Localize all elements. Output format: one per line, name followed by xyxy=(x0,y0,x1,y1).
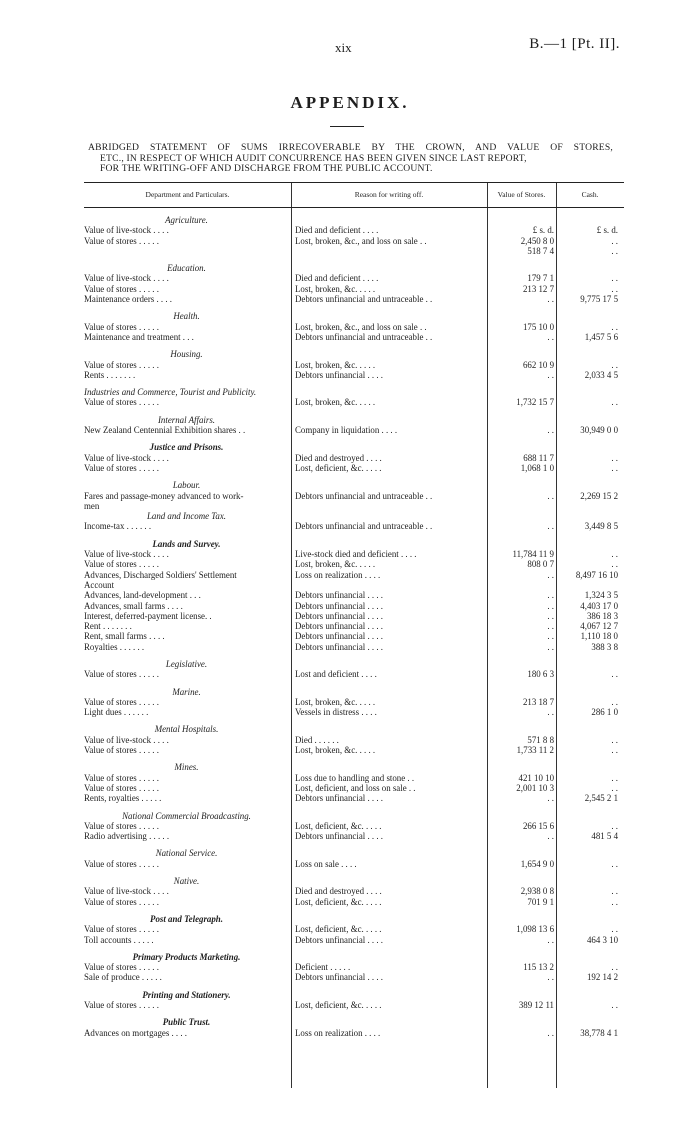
table-row xyxy=(84,570,624,580)
header-rule xyxy=(84,207,624,208)
cash-cell: . . xyxy=(611,669,618,680)
document-reference: B.—1 [Pt. II]. xyxy=(529,36,620,52)
table-row xyxy=(84,859,624,869)
reason-cell: Debtors unfinancial and untraceable . . xyxy=(295,294,433,305)
table-row xyxy=(84,453,624,463)
table-row xyxy=(84,935,624,945)
cash-cell: 9,775 17 5 xyxy=(580,294,618,305)
row-spacer xyxy=(84,473,624,480)
department-heading xyxy=(84,659,624,669)
table-row xyxy=(84,294,624,304)
statement-heading-line: ETC., IN RESPECT OF WHICH AUDIT CONCURRENCE HAS BEEN GIVEN SINCE LAST REPORT, xyxy=(100,152,527,164)
cash-cell: 286 1 0 xyxy=(591,707,618,718)
department-heading xyxy=(84,480,624,490)
particulars-cell: Fares and passage-money advanced to work- xyxy=(84,490,244,501)
table-row xyxy=(84,611,624,621)
table-row xyxy=(84,370,624,380)
reason-cell: Lost, broken, &c. . . . . xyxy=(295,397,376,408)
particulars-cell: Industries and Commerce, Tourist and Publicity. xyxy=(84,387,257,398)
particulars-cell: Value of live-stock . . . . xyxy=(84,452,169,463)
department-heading xyxy=(84,215,624,225)
table-row xyxy=(84,360,624,370)
value-of-stores-cell: 1,068 1 0 xyxy=(520,462,554,473)
particulars-cell: Account xyxy=(84,579,115,590)
reason-cell: Debtors unfinancial . . . . xyxy=(295,369,383,380)
value-of-stores-cell: . . xyxy=(547,1027,554,1038)
particulars-cell: Value of stores . . . . . xyxy=(84,745,159,756)
statement-heading xyxy=(88,143,613,175)
value-of-stores-cell: 2,938 0 8 xyxy=(520,886,554,897)
table-row xyxy=(84,236,624,246)
reason-cell: Lost, broken, &c., and loss on sale . . xyxy=(295,235,427,246)
cash-cell: . . xyxy=(611,696,618,707)
row-spacer xyxy=(84,408,624,415)
cash-cell: 38,778 4 1 xyxy=(580,1027,618,1038)
particulars-cell: Toll accounts . . . . . xyxy=(84,934,154,945)
table-row xyxy=(84,463,624,473)
department-name: Primary Products Marketing. xyxy=(132,951,241,962)
department-heading xyxy=(84,415,624,425)
particulars-cell: Value of stores . . . . . xyxy=(84,820,159,831)
particulars-cell: Value of stores . . . . . xyxy=(84,235,159,246)
value-of-stores-cell: . . xyxy=(547,521,554,532)
department-name: Legislative. xyxy=(165,658,208,669)
row-spacer xyxy=(84,983,624,990)
value-of-stores-cell: £ s. d. xyxy=(532,225,554,236)
value-of-stores-cell: 701 9 1 xyxy=(527,896,554,907)
particulars-cell: Value of stores . . . . . xyxy=(84,896,159,907)
row-spacer xyxy=(84,532,624,539)
cash-cell: . . xyxy=(611,397,618,408)
table-row xyxy=(84,669,624,679)
department-name: Post and Telegraph. xyxy=(150,913,223,924)
department-name: Justice and Prisons. xyxy=(149,442,224,453)
cash-cell: . . xyxy=(611,772,618,783)
table-row xyxy=(84,559,624,569)
cash-cell: 2,545 2 1 xyxy=(584,793,618,804)
table-row xyxy=(84,273,624,283)
particulars-cell: New Zealand Centennial Exhibition shares . . xyxy=(84,425,246,436)
cash-cell: . . xyxy=(611,820,618,831)
row-spacer xyxy=(84,841,624,848)
particulars-cell: Value of stores . . . . . xyxy=(84,696,159,707)
table-row xyxy=(84,332,624,342)
cash-cell: 464 3 10 xyxy=(586,934,618,945)
table-row xyxy=(84,972,624,982)
particulars-cell: Value of stores . . . . . xyxy=(84,359,159,370)
particulars-cell: Value of live-stock . . . . xyxy=(84,225,169,236)
particulars-cell: Sale of produce . . . . . xyxy=(84,972,162,983)
department-name: Marine. xyxy=(172,686,201,697)
column-header-department: Department and Particulars. xyxy=(145,190,230,199)
reason-cell: Debtors unfinancial and untraceable . . xyxy=(295,331,433,342)
particulars-cell: Radio advertising . . . . . xyxy=(84,831,170,842)
department-heading xyxy=(84,876,624,886)
cash-cell: 2,269 15 2 xyxy=(580,490,618,501)
value-of-stores-cell: 115 13 2 xyxy=(523,962,554,973)
table-row xyxy=(84,1028,624,1038)
row-spacer xyxy=(84,256,624,263)
department-heading xyxy=(84,687,624,697)
table-row xyxy=(84,225,624,235)
particulars-cell: Value of live-stock . . . . xyxy=(84,734,169,745)
table-row xyxy=(84,707,624,717)
value-of-stores-cell: 11,784 11 9 xyxy=(512,549,554,560)
particulars-cell: Value of stores . . . . . xyxy=(84,397,159,408)
cash-cell: . . xyxy=(611,245,618,256)
cash-cell: 2,033 4 5 xyxy=(584,369,618,380)
value-of-stores-cell: 180 6 3 xyxy=(527,669,554,680)
particulars-cell: Income-tax . . . . . . xyxy=(84,521,152,532)
column-header-cash: Cash. xyxy=(581,190,599,199)
reason-cell: Loss due to handling and stone . . xyxy=(295,772,415,783)
particulars-cell: Maintenance orders . . . . xyxy=(84,294,172,305)
reason-cell: Lost, deficient, &c. . . . . xyxy=(295,820,382,831)
reason-cell: Company in liquidation . . . . xyxy=(295,425,398,436)
value-of-stores-cell: . . xyxy=(547,490,554,501)
value-of-stores-cell: 179 7 1 xyxy=(527,273,554,284)
reason-cell: Debtors unfinancial . . . . xyxy=(295,793,383,804)
value-of-stores-cell: 2,001 10 3 xyxy=(516,782,554,793)
value-of-stores-cell: 175 10 0 xyxy=(522,321,554,332)
department-name: Lands and Survey. xyxy=(152,538,221,549)
reason-cell: Loss on realization . . . . xyxy=(295,569,381,580)
row-spacer xyxy=(84,304,624,311)
table-row xyxy=(84,425,624,435)
department-name: Native. xyxy=(173,876,200,887)
reason-cell: Lost, deficient, &c. . . . . xyxy=(295,462,382,473)
value-of-stores-cell: 688 11 7 xyxy=(523,452,554,463)
reason-cell: Died and destroyed . . . . xyxy=(295,886,382,897)
value-of-stores-cell: . . xyxy=(547,369,554,380)
row-spacer xyxy=(84,342,624,349)
value-of-stores-cell: 571 8 8 xyxy=(527,734,554,745)
table-row xyxy=(84,783,624,793)
reason-cell: Died and destroyed . . . . xyxy=(295,452,382,463)
column-header-reason: Reason for writing off. xyxy=(354,190,424,199)
reason-cell: Lost, broken, &c. . . . . xyxy=(295,359,376,370)
reason-cell: Live-stock died and deficient . . . . xyxy=(295,549,417,560)
cash-cell: . . xyxy=(611,321,618,332)
particulars-cell: Value of live-stock . . . . xyxy=(84,886,169,897)
department-heading xyxy=(84,724,624,734)
page-number: xix xyxy=(335,40,352,55)
row-spacer xyxy=(84,717,624,724)
reason-cell: Debtors unfinancial and untraceable . . xyxy=(295,490,433,501)
value-of-stores-cell: . . xyxy=(547,707,554,718)
cash-cell: 388 3 8 xyxy=(591,641,618,652)
value-of-stores-cell: . . xyxy=(547,610,554,621)
cash-cell: . . xyxy=(611,858,618,869)
value-of-stores-cell: 808 0 7 xyxy=(527,559,554,570)
row-spacer xyxy=(84,804,624,811)
table-row xyxy=(84,501,624,511)
reason-cell: Lost, broken, &c. . . . . xyxy=(295,696,376,707)
department-name: Printing and Stationery. xyxy=(142,989,231,1000)
table-row xyxy=(84,1000,624,1010)
table-row xyxy=(84,322,624,332)
value-of-stores-cell: . . xyxy=(547,972,554,983)
particulars-cell: Value of stores . . . . . xyxy=(84,772,159,783)
table-body xyxy=(84,215,624,1038)
particulars-cell: Rents, royalties . . . . . xyxy=(84,793,162,804)
table-row xyxy=(84,601,624,611)
department-name: Agriculture. xyxy=(165,215,208,225)
department-name: National Commercial Broadcasting. xyxy=(122,810,251,821)
table-row xyxy=(84,897,624,907)
row-spacer xyxy=(84,380,624,387)
cash-cell: . . xyxy=(611,962,618,973)
value-of-stores-cell: 1,732 15 7 xyxy=(516,397,554,408)
table-row xyxy=(84,491,624,501)
particulars-cell: Interest, deferred-payment license. . xyxy=(84,610,212,621)
reason-cell: Debtors unfinancial . . . . xyxy=(295,972,383,983)
particulars-cell: Value of stores . . . . . xyxy=(84,782,159,793)
table-row xyxy=(84,821,624,831)
particulars-cell: men xyxy=(84,500,100,511)
department-heading xyxy=(84,311,624,321)
table-row xyxy=(84,246,624,256)
department-name: Labour. xyxy=(172,480,201,491)
reason-cell: Lost, broken, &c. . . . . xyxy=(295,283,376,294)
department-heading xyxy=(84,1017,624,1027)
cash-cell: . . xyxy=(611,924,618,935)
row-spacer xyxy=(84,652,624,659)
reason-cell: Loss on realization . . . . xyxy=(295,1027,381,1038)
title-rule xyxy=(330,126,364,127)
table-row xyxy=(84,284,624,294)
particulars-cell: Value of stores . . . . . xyxy=(84,1000,159,1010)
department-heading xyxy=(84,539,624,549)
cash-cell: . . xyxy=(611,896,618,907)
reason-cell: Deficient . . . . . xyxy=(295,962,351,973)
cash-cell: . . xyxy=(611,734,618,745)
table-row xyxy=(84,793,624,803)
cash-cell: 8,497 16 10 xyxy=(575,569,618,580)
department-heading xyxy=(84,442,624,452)
reason-cell: Lost, broken, &c. . . . . xyxy=(295,559,376,570)
table-row xyxy=(84,549,624,559)
cash-cell: 4,067 12 7 xyxy=(580,621,618,632)
particulars-cell: Value of stores . . . . . xyxy=(84,283,159,294)
value-of-stores-cell: . . xyxy=(547,425,554,436)
particulars-cell: Advances, Discharged Soldiers' Settlement xyxy=(84,569,237,580)
table-row xyxy=(84,621,624,631)
cash-cell: 1,324 3 5 xyxy=(584,590,618,601)
department-heading xyxy=(84,811,624,821)
cash-cell: . . xyxy=(611,745,618,756)
value-of-stores-cell: . . xyxy=(547,831,554,842)
reason-cell: Debtors unfinancial . . . . xyxy=(295,934,383,945)
cash-cell: 3,449 8 5 xyxy=(584,521,618,532)
reason-cell: Lost and deficient . . . . xyxy=(295,669,377,680)
table-row xyxy=(84,590,624,600)
cash-cell: 192 14 2 xyxy=(586,972,618,983)
department-heading xyxy=(84,511,624,521)
cash-cell: 1,110 18 0 xyxy=(580,631,618,642)
department-name: Mines. xyxy=(174,762,199,773)
row-spacer xyxy=(84,869,624,876)
table-row xyxy=(84,521,624,531)
particulars-cell: Value of live-stock . . . . xyxy=(84,549,169,560)
value-of-stores-cell: . . xyxy=(547,631,554,642)
table-row xyxy=(84,924,624,934)
value-of-stores-cell: 2,450 8 0 xyxy=(520,235,554,246)
value-of-stores-cell: 213 18 7 xyxy=(522,696,554,707)
row-spacer xyxy=(84,435,624,442)
column-header-value: Value of Stores. xyxy=(497,190,546,199)
department-heading xyxy=(84,952,624,962)
value-of-stores-cell: 266 15 6 xyxy=(522,820,554,831)
particulars-cell: Value of stores . . . . . xyxy=(84,321,159,332)
particulars-cell: Value of live-stock . . . . xyxy=(84,273,169,284)
table-row xyxy=(84,735,624,745)
particulars-cell: Rent, small farms . . . . xyxy=(84,631,165,642)
cash-cell: 481 5 4 xyxy=(591,831,618,842)
value-of-stores-cell: . . xyxy=(547,793,554,804)
row-spacer xyxy=(84,1010,624,1017)
department-heading xyxy=(84,990,624,1000)
table-row xyxy=(84,580,624,590)
particulars-cell: Advances on mortgages . . . . xyxy=(84,1027,188,1038)
reason-cell: Debtors unfinancial . . . . xyxy=(295,621,383,632)
row-spacer xyxy=(84,755,624,762)
value-of-stores-cell: . . xyxy=(547,621,554,632)
row-spacer xyxy=(84,945,624,952)
reason-cell: Lost, deficient, &c. . . . . xyxy=(295,896,382,907)
table-row xyxy=(84,697,624,707)
reason-cell: Debtors unfinancial . . . . xyxy=(295,590,383,601)
table-row xyxy=(84,387,624,397)
department-heading xyxy=(84,349,624,359)
table-row xyxy=(84,631,624,641)
particulars-cell: Rent . . . . . . . xyxy=(84,621,132,632)
row-spacer xyxy=(84,907,624,914)
cash-cell: . . xyxy=(611,559,618,570)
table-row xyxy=(84,397,624,407)
department-name: Mental Hospitals. xyxy=(154,724,219,735)
cash-cell: . . xyxy=(611,462,618,473)
particulars-cell: Light dues . . . . . . xyxy=(84,707,149,718)
cash-cell: . . xyxy=(611,283,618,294)
value-of-stores-cell: . . xyxy=(547,590,554,601)
particulars-cell: Advances, land-development . . . xyxy=(84,590,201,601)
cash-cell: . . xyxy=(611,1000,618,1010)
department-name: Health. xyxy=(173,311,200,322)
department-heading xyxy=(84,914,624,924)
value-of-stores-cell: 1,733 11 2 xyxy=(516,745,554,756)
particulars-cell: Advances, small farms . . . . xyxy=(84,600,183,611)
value-of-stores-cell: 1,098 13 6 xyxy=(516,924,554,935)
cash-cell: 1,457 5 6 xyxy=(584,331,618,342)
reason-cell: Debtors unfinancial . . . . xyxy=(295,600,383,611)
reason-cell: Debtors unfinancial . . . . xyxy=(295,631,383,642)
cash-cell: . . xyxy=(611,359,618,370)
value-of-stores-cell: . . xyxy=(547,331,554,342)
cash-cell: 30,949 0 0 xyxy=(580,425,618,436)
particulars-cell: Maintenance and treatment . . . xyxy=(84,331,194,342)
cash-cell: . . xyxy=(611,549,618,560)
department-name: National Service. xyxy=(155,848,218,859)
reason-cell: Died . . . . . . xyxy=(295,734,339,745)
row-spacer xyxy=(84,680,624,687)
table-row xyxy=(84,773,624,783)
reason-cell: Lost, deficient, &c. . . . . xyxy=(295,924,382,935)
reason-cell: Lost, broken, &c. . . . . xyxy=(295,745,376,756)
value-of-stores-cell: 1,654 9 0 xyxy=(520,858,554,869)
department-name: Housing. xyxy=(170,349,203,360)
value-of-stores-cell: 213 12 7 xyxy=(522,283,554,294)
reason-cell: Debtors unfinancial and untraceable . . xyxy=(295,521,433,532)
write-off-table xyxy=(84,182,624,1088)
table-row xyxy=(84,831,624,841)
value-of-stores-cell: 518 7 4 xyxy=(527,245,554,256)
cash-cell: £ s. d. xyxy=(596,225,618,236)
cash-cell: 4,403 17 0 xyxy=(580,600,618,611)
particulars-cell: Value of stores . . . . . xyxy=(84,462,159,473)
reason-cell: Lost, deficient, and loss on sale . . xyxy=(295,782,416,793)
page-title: APPENDIX. xyxy=(290,93,410,112)
department-name: Public Trust. xyxy=(162,1017,211,1028)
particulars-cell: Value of stores . . . . . xyxy=(84,559,159,570)
reason-cell: Died and deficient . . . . xyxy=(295,225,379,236)
value-of-stores-cell: 389 12 11 xyxy=(518,1000,554,1010)
reason-cell: Died and deficient . . . . xyxy=(295,273,379,284)
table-row xyxy=(84,642,624,652)
value-of-stores-cell: . . xyxy=(547,600,554,611)
department-heading xyxy=(84,848,624,858)
particulars-cell: Royalties . . . . . . xyxy=(84,641,145,652)
reason-cell: Vessels in distress . . . . xyxy=(295,707,377,718)
reason-cell: Debtors unfinancial . . . . xyxy=(295,610,383,621)
value-of-stores-cell: . . xyxy=(547,641,554,652)
statement-heading-line: ABRIDGED STATEMENT OF SUMS IRRECOVERABLE BY THE CROWN, AND VALUE OF STORES, xyxy=(88,142,613,153)
table-row xyxy=(84,745,624,755)
particulars-cell: Value of stores . . . . . xyxy=(84,669,159,680)
particulars-cell: Value of stores . . . . . xyxy=(84,924,159,935)
cash-cell: 386 18 3 xyxy=(586,610,618,621)
table-row xyxy=(84,886,624,896)
cash-cell: . . xyxy=(611,235,618,246)
table-row xyxy=(84,962,624,972)
reason-cell: Loss on sale . . . . xyxy=(295,858,357,869)
value-of-stores-cell: 662 10 9 xyxy=(522,359,554,370)
department-name: Education. xyxy=(167,263,206,274)
value-of-stores-cell: . . xyxy=(547,569,554,580)
particulars-cell: Rents . . . . . . . xyxy=(84,369,136,380)
value-of-stores-cell: . . xyxy=(547,934,554,945)
statement-heading-line: FOR THE WRITING-OFF AND DISCHARGE FROM THE PUBLIC ACCOUNT. xyxy=(100,163,433,174)
reason-cell: Lost, broken, &c., and loss on sale . . xyxy=(295,321,427,332)
cash-cell: . . xyxy=(611,273,618,284)
reason-cell: Debtors unfinancial . . . . xyxy=(295,641,383,652)
cash-cell: . . xyxy=(611,782,618,793)
department-name: Internal Affairs. xyxy=(157,414,216,425)
particulars-cell: Value of stores . . . . . xyxy=(84,962,159,973)
value-of-stores-cell: 421 10 10 xyxy=(518,772,554,783)
reason-cell: Debtors unfinancial . . . . xyxy=(295,831,383,842)
department-heading xyxy=(84,263,624,273)
particulars-cell: Value of stores . . . . . xyxy=(84,858,159,869)
department-heading xyxy=(84,762,624,772)
department-name: Land and Income Tax. xyxy=(146,511,227,522)
value-of-stores-cell: . . xyxy=(547,294,554,305)
cash-cell: . . xyxy=(611,452,618,463)
reason-cell: Lost, deficient, &c. . . . . xyxy=(295,1000,382,1010)
cash-cell: . . xyxy=(611,886,618,897)
